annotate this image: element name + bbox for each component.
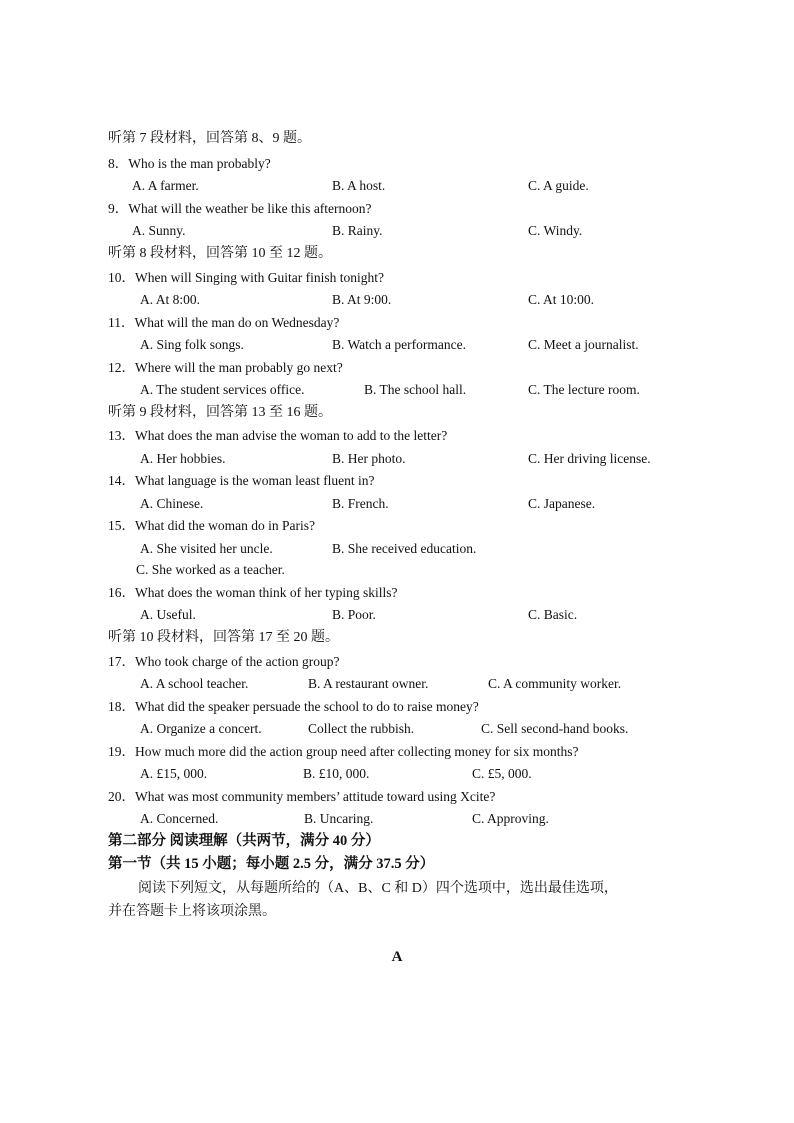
question-20: 20．What was most community members’ attitude toward using Xcite? xyxy=(108,789,496,804)
q17-option-a: A. A school teacher. xyxy=(140,676,249,691)
instructions-line-2: 并在答题卡上将该项涂黑。 xyxy=(108,904,276,919)
question-18: 18．What did the speaker persuade the school to do to raise money? xyxy=(108,699,479,714)
q20-option-a: A. Concerned. xyxy=(140,811,219,826)
q20-option-c: C. Approving. xyxy=(472,811,549,826)
q14-option-c: C. Japanese. xyxy=(528,496,596,511)
q15-option-c: C. She worked as a teacher. xyxy=(136,562,285,577)
q14-option-b: B. French. xyxy=(332,496,389,511)
instructions-line-1: 阅读下列短文，从每题所给的（A、B、C 和 D）四个选项中，选出最佳选项， xyxy=(138,881,618,896)
q10-option-b: B. At 9:00. xyxy=(332,292,392,307)
q17-option-b: B. A restaurant owner. xyxy=(308,676,429,691)
q17-option-c: C. A community worker. xyxy=(488,676,622,691)
q12-option-a: A. The student services office. xyxy=(140,382,305,397)
section-10-heading: 听第 10 段材料，回答第 17 至 20 题。 xyxy=(108,630,339,645)
question-16: 16．What does the woman think of her typing skills? xyxy=(108,585,398,600)
q9-option-b: B. Rainy. xyxy=(332,223,383,238)
q18-option-a: A. Organize a concert. xyxy=(140,721,262,736)
question-8: 8．Who is the man probably? xyxy=(108,156,271,171)
question-17: 17．Who took charge of the action group? xyxy=(108,654,340,669)
q16-option-b: B. Poor. xyxy=(332,607,376,622)
q20-option-b: B. Uncaring. xyxy=(304,811,374,826)
section-9-heading: 听第 9 段材料，回答第 13 至 16 题。 xyxy=(108,405,332,420)
q13-option-b: B. Her photo. xyxy=(332,451,406,466)
question-13: 13．What does the man advise the woman to add to the letter? xyxy=(108,428,448,443)
q18-option-c: C. Sell second-hand books. xyxy=(481,721,629,736)
q9-option-c: C. Windy. xyxy=(528,223,583,238)
q8-option-a: A. A farmer. xyxy=(132,178,199,193)
q8-option-c: C. A guide. xyxy=(528,178,589,193)
question-9: 9．What will the weather be like this afternoon? xyxy=(108,201,372,216)
q10-option-c: C. At 10:00. xyxy=(528,292,595,307)
q18-option-b: Collect the rubbish. xyxy=(308,721,415,736)
question-12: 12．Where will the man probably go next? xyxy=(108,360,343,375)
section-7-heading: 听第 7 段材料，回答第 8、9 题。 xyxy=(108,131,311,146)
section-1-title: 第一节（共 15 小题；每小题 2.5 分，满分 37.5 分） xyxy=(108,856,435,872)
q9-option-a: A. Sunny. xyxy=(132,223,186,238)
q13-option-a: A. Her hobbies. xyxy=(140,451,226,466)
question-19: 19．How much more did the action group need after collecting money for six months? xyxy=(108,744,579,759)
q15-option-b: B. She received education. xyxy=(332,541,477,556)
q13-option-c: C. Her driving license. xyxy=(528,451,651,466)
question-15: 15．What did the woman do in Paris? xyxy=(108,518,315,533)
q11-option-b: B. Watch a performance. xyxy=(332,337,466,352)
section-8-heading: 听第 8 段材料，回答第 10 至 12 题。 xyxy=(108,246,332,261)
q12-option-b: B. The school hall. xyxy=(364,382,467,397)
q19-option-a: A. £15, 000. xyxy=(140,766,208,781)
q11-option-a: A. Sing folk songs. xyxy=(140,337,244,352)
q14-option-a: A. Chinese. xyxy=(140,496,204,511)
q12-option-c: C. The lecture room. xyxy=(528,382,640,397)
question-14: 14．What language is the woman least fluent in? xyxy=(108,473,375,488)
q10-option-a: A. At 8:00. xyxy=(140,292,201,307)
question-10: 10．When will Singing with Guitar finish tonight? xyxy=(108,270,384,285)
q16-option-a: A. Useful. xyxy=(140,607,196,622)
passage-label: A xyxy=(391,949,403,965)
q8-option-b: B. A host. xyxy=(332,178,386,193)
q16-option-c: C. Basic. xyxy=(528,607,578,622)
part-2-title: 第二部分 阅读理解（共两节，满分 40 分） xyxy=(108,833,380,849)
q19-option-c: C. £5, 000. xyxy=(472,766,532,781)
q19-option-b: B. £10, 000. xyxy=(303,766,370,781)
q11-option-c: C. Meet a journalist. xyxy=(528,337,639,352)
q15-option-a: A. She visited her uncle. xyxy=(140,541,273,556)
question-11: 11．What will the man do on Wednesday? xyxy=(108,315,340,330)
